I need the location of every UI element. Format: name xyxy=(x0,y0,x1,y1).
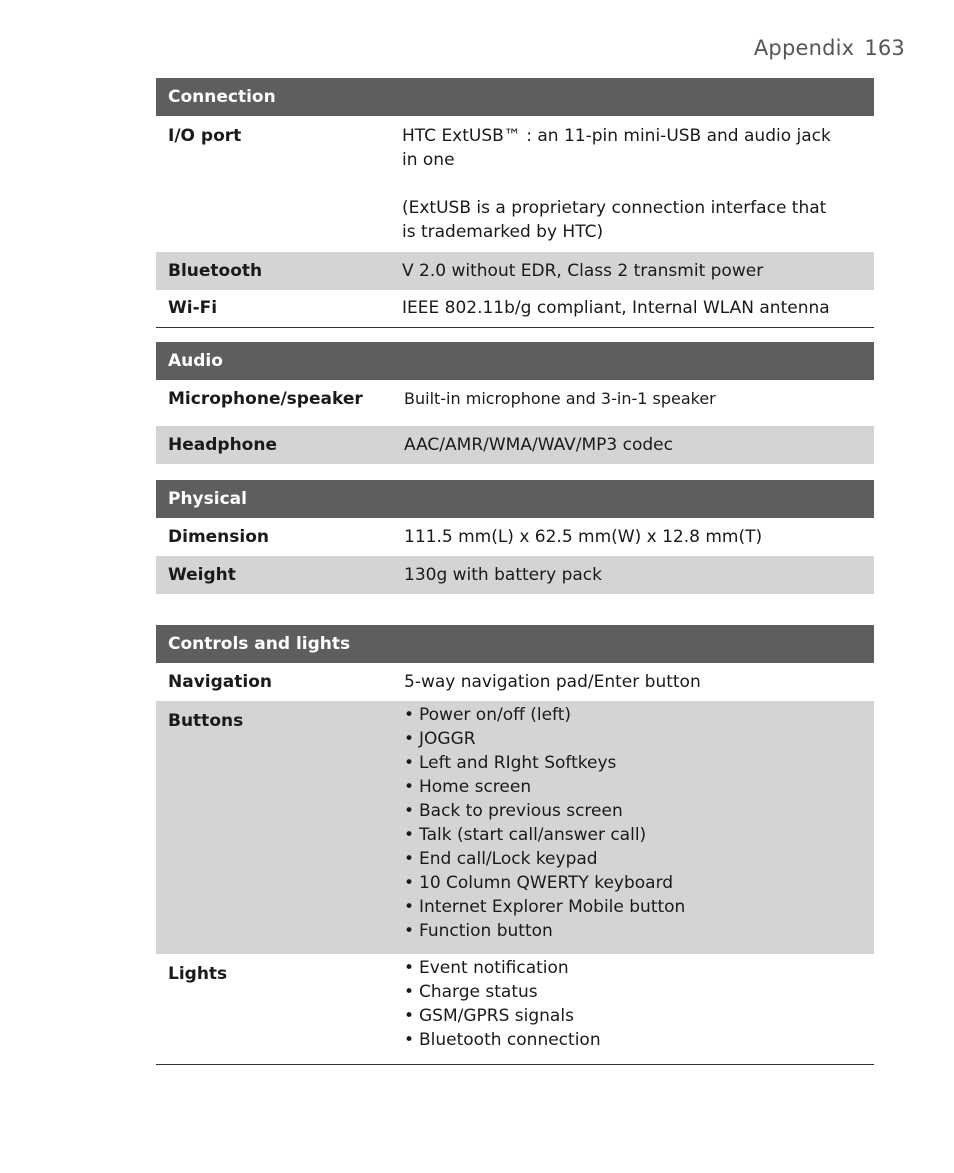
section-header: Connection xyxy=(156,78,874,116)
list-item: • Back to previous screen xyxy=(404,799,844,823)
spec-label: Dimension xyxy=(168,527,270,547)
list-item: • Function button xyxy=(404,919,844,943)
spec-label: Lights xyxy=(168,964,228,984)
spec-label: Weight xyxy=(168,565,236,585)
list-item: • Charge status xyxy=(404,980,844,1004)
spec-label: Bluetooth xyxy=(168,261,263,281)
list-item: • Left and RIght Softkeys xyxy=(404,751,844,775)
spec-row-microphone xyxy=(156,380,874,426)
spec-value: 5-way navigation pad/Enter button xyxy=(404,672,701,692)
spec-row-buttons xyxy=(156,701,874,954)
lights-list xyxy=(404,956,844,1052)
connection-section xyxy=(156,78,874,328)
spec-label: I/O port xyxy=(168,126,242,146)
spec-value-line: HTC ExtUSB™ : an 11-pin mini-USB and audio jack in one xyxy=(402,126,831,170)
header-section: Appendix xyxy=(753,36,855,60)
list-item: • GSM/GPRS signals xyxy=(404,1004,844,1028)
page-number: 163 xyxy=(864,36,905,60)
spec-row-lights xyxy=(156,954,874,1064)
spec-value: IEEE 802.11b/g compliant, Internal WLAN antenna xyxy=(402,298,830,318)
section-header: Physical xyxy=(156,480,874,518)
list-item: • End call/Lock keypad xyxy=(404,847,844,871)
spec-label: Wi-Fi xyxy=(168,298,218,318)
section-header: Controls and lights xyxy=(156,625,874,663)
spec-row-dimension xyxy=(156,518,874,556)
spec-value: Built-in microphone and 3-in-1 speaker xyxy=(404,389,716,408)
list-item: • Talk (start call/answer call) xyxy=(404,823,844,847)
spec-row-weight xyxy=(156,556,874,594)
list-item: • Home screen xyxy=(404,775,844,799)
audio-section xyxy=(156,342,874,464)
spec-value xyxy=(402,956,874,1064)
spec-value: 111.5 mm(L) x 62.5 mm(W) x 12.8 mm(T) xyxy=(404,527,763,547)
spec-row-headphone xyxy=(156,426,874,464)
spec-label: Navigation xyxy=(168,672,272,692)
spec-row-navigation xyxy=(156,663,874,701)
spec-label: Headphone xyxy=(168,435,277,455)
spec-row-wifi xyxy=(156,290,874,327)
list-item: • 10 Column QWERTY keyboard xyxy=(404,871,844,895)
spec-value-line: (ExtUSB is a proprietary connection interface that is trademarked by HTC) xyxy=(402,198,827,242)
controls-section xyxy=(156,625,874,1065)
spec-value xyxy=(402,703,874,954)
list-item: • Event notification xyxy=(404,956,844,980)
section-header: Audio xyxy=(156,342,874,380)
physical-section xyxy=(156,480,874,594)
spec-label: Microphone/speaker xyxy=(168,389,363,409)
spec-value: AAC/AMR/WMA/WAV/MP3 codec xyxy=(404,435,673,455)
spec-row-bluetooth xyxy=(156,252,874,290)
list-item: • Bluetooth connection xyxy=(404,1028,844,1052)
spec-value: 130g with battery pack xyxy=(404,565,602,585)
list-item: • Internet Explorer Mobile button xyxy=(404,895,844,919)
spec-row-io-port xyxy=(156,116,874,252)
spec-value xyxy=(402,124,874,244)
list-item: • Power on/off (left) xyxy=(404,703,844,727)
page-header xyxy=(754,36,905,60)
spec-value: V 2.0 without EDR, Class 2 transmit power xyxy=(402,261,764,281)
buttons-list xyxy=(404,703,844,943)
list-item: • JOGGR xyxy=(404,727,844,751)
spec-label: Buttons xyxy=(168,711,244,731)
